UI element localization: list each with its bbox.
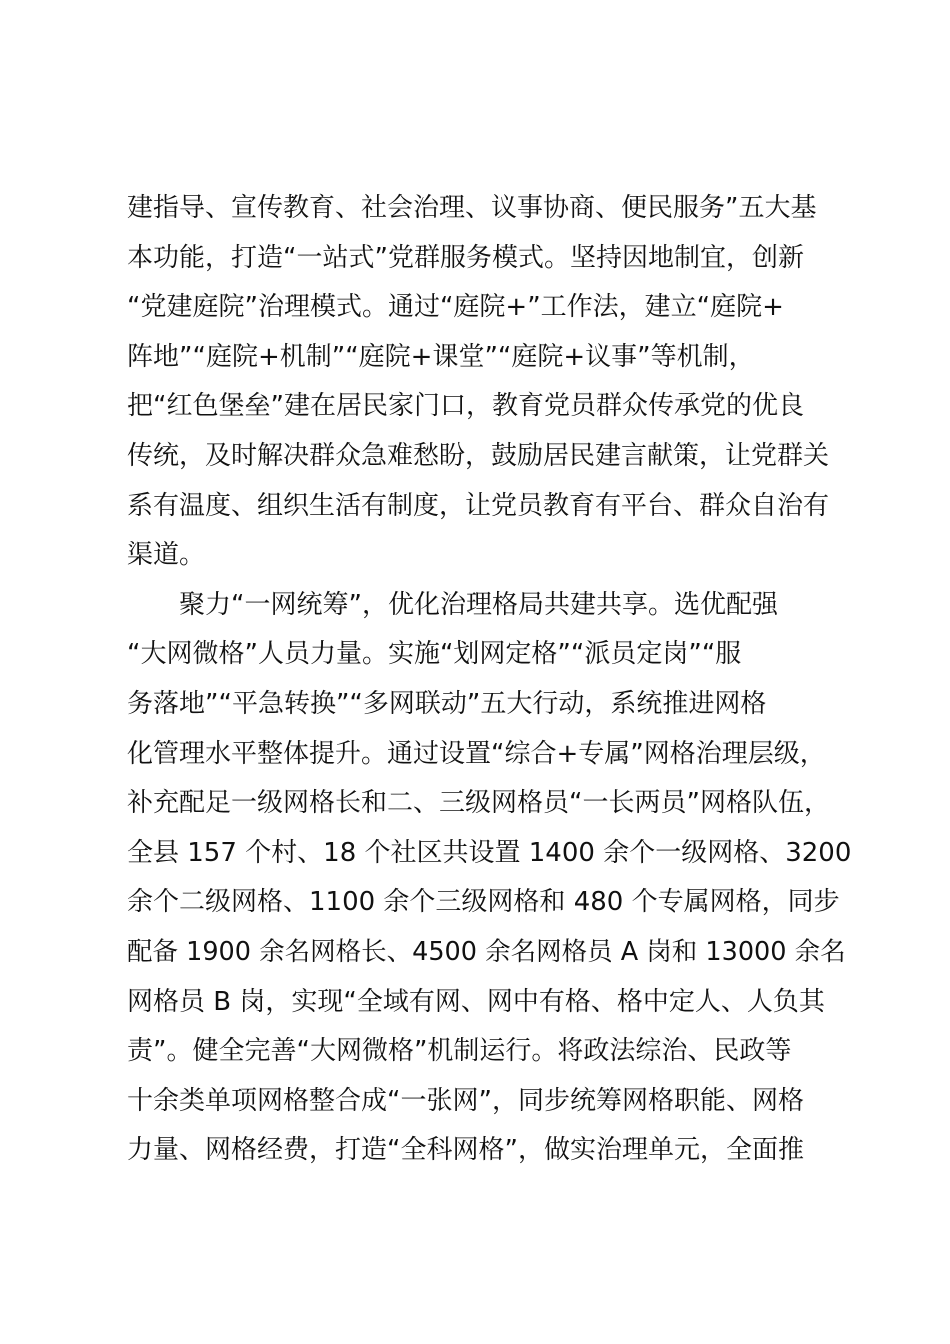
text-line: “党建庭院”治理模式。通过“庭院+”工作法，建立“庭院+ <box>127 292 784 323</box>
body-text <box>127 184 857 1176</box>
text-line: 责”。健全完善“大网微格”机制运行。将政法综治、民政等 <box>127 1036 792 1067</box>
text-line: 十余类单项网格整合成“一张网”，同步统筹网格职能、网格 <box>127 1085 804 1116</box>
text-line: 传统，及时解决群众急难愁盼，鼓励居民建言献策，让党群关 <box>127 440 830 471</box>
text-line: 把“红色堡垒”建在居民家门口，教育党员群众传承党的优良 <box>127 391 804 422</box>
text-line: 务落地”“平急转换”“多网联动”五大行动，系统推进网格 <box>127 688 767 719</box>
text-line: 阵地”“庭院+机制”“庭院+课堂”“庭院+议事”等机制， <box>127 341 755 372</box>
text-line: 网格员 B 岗，实现“全域有网、网中有格、格中定人、人负其 <box>127 986 825 1017</box>
text-line: 本功能，打造“一站式”党群服务模式。坚持因地制宜，创新 <box>127 242 804 273</box>
text-line: 力量、网格经费，打造“全科网格”，做实治理单元，全面推 <box>127 1135 804 1166</box>
text-line: 配备 1900 余名网格长、4500 余名网格员 A 岗和 13000 余名 <box>127 936 846 967</box>
text-line: 化管理水平整体提升。通过设置“综合+专属”网格治理层级， <box>127 738 826 769</box>
text-line: 建指导、宣传教育、社会治理、议事协商、便民服务”五大基 <box>127 193 817 223</box>
text-line: “大网微格”人员力量。实施“划网定格”“派员定岗”“服 <box>127 639 742 670</box>
text-line: 补充配足一级网格长和二、三级网格员“一长两员”网格队伍， <box>127 788 830 819</box>
text-line: 余个二级网格、1100 余个三级网格和 480 个专属网格，同步 <box>127 887 840 918</box>
text-line: 渠道。 <box>127 540 206 571</box>
text-line: 全县 157 个村、18 个社区共设置 1400 余个一级网格、3200 <box>127 837 852 868</box>
text-line: 系有温度、组织生活有制度，让党员教育有平台、群众自治有 <box>127 490 830 521</box>
text-line: 聚力“一网统筹”，优化治理格局共建共享。选优配强 <box>127 589 778 620</box>
